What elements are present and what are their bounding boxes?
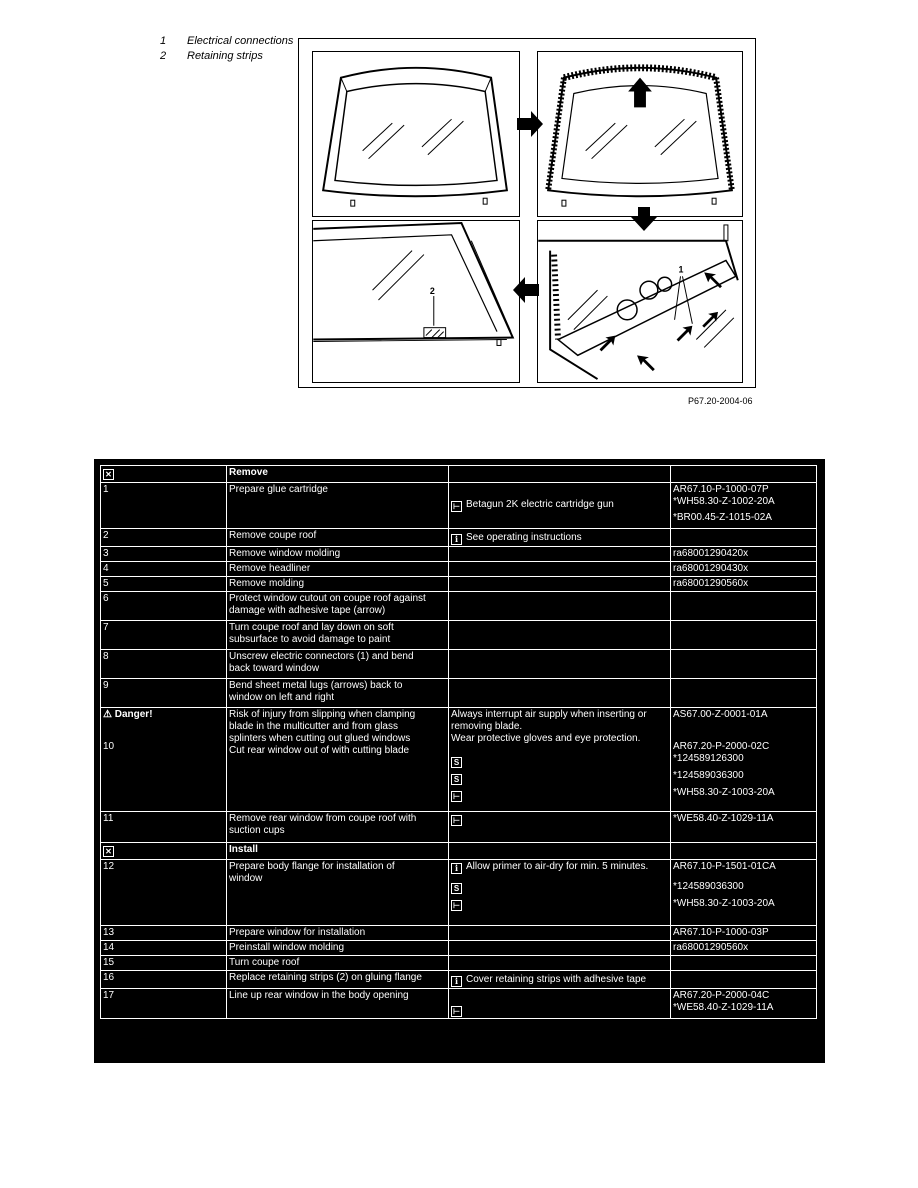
- document-reference-link[interactable]: AR67.10-P-1000-03P: [671, 926, 817, 941]
- figure-caption: P67.20-2004-06: [688, 396, 753, 406]
- document-reference-link[interactable]: AS67.00-Z-0001-01A: [673, 709, 768, 720]
- special-tool-icon: S: [451, 774, 462, 785]
- procedure-table-frame: [94, 459, 825, 1063]
- wrench-icon: ✕: [103, 469, 114, 480]
- special-tool-icon: S: [451, 883, 462, 894]
- table-row: 14 Preinstall window molding ra68001290560x: [101, 941, 817, 956]
- table-row: 6 Protect window cutout on coupe roof against damage with adhesive tape (arrow): [101, 592, 817, 621]
- table-row: 13 Prepare window for installation AR67.10-P-1000-03P: [101, 926, 817, 941]
- table-row: ⚠ Danger! 10 Risk of injury from slipping when clamping blade in the multicutter and from glass splinters when cutting out glued windows Cut rear window out of with cutting blade Always interrupt air supply when inserting or removing blade. Wear protective gloves and eye protection. S S ⊢ AS67.00-Z-0001-01A AR67.20-P-2000-02C *124589126300 *124589036300 *WH58.30-Z-1003-20A: [101, 708, 817, 812]
- connectors-drawing: [538, 221, 742, 382]
- info-icon: i: [451, 534, 462, 545]
- table-row: 2 Remove coupe roof i See operating instructions: [101, 529, 817, 547]
- retaining-strip-drawing: [313, 221, 519, 382]
- special-tool-icon: S: [451, 757, 462, 768]
- arrow-left-icon: [511, 275, 541, 305]
- tool-icon: ⊢: [451, 900, 462, 911]
- procedure-table: [100, 465, 817, 1019]
- callout-2: 2: [429, 286, 435, 297]
- document-reference-link[interactable]: ra68001290560x: [671, 941, 817, 956]
- table-row: 16 Replace retaining strips (2) on gluing flange i Cover retaining strips with adhesive tape: [101, 971, 817, 989]
- table-row: 12 Prepare body flange for installation of window i Allow primer to air-dry for min. 5 minutes. S ⊢ AR67.10-P-1501-01CA *124589036300 *WH58.30-Z-1003-20A: [101, 860, 817, 926]
- procedure-illustration: [298, 38, 756, 388]
- molding-drawing: [538, 52, 742, 216]
- table-row: 7 Turn coupe roof and lay down on soft subsurface to avoid damage to paint: [101, 621, 817, 650]
- document-reference-link[interactable]: AR67.10-P-1501-01CA: [673, 861, 776, 872]
- document-reference-link[interactable]: ra68001290420x: [671, 547, 817, 562]
- document-reference-link[interactable]: AR67.20-P-2000-02C: [673, 741, 770, 752]
- roof-drawing: [313, 52, 519, 216]
- table-row: 17 Line up rear window in the body opening ⊢ AR67.20-P-2000-04C *WE58.40-Z-1029-11A: [101, 989, 817, 1019]
- table-row: 8 Unscrew electric connectors (1) and bend back toward window: [101, 650, 817, 679]
- legend-item: 1 Electrical connections: [160, 35, 294, 47]
- document-reference-link[interactable]: ra68001290430x: [671, 562, 817, 577]
- tool-icon: ⊢: [451, 815, 462, 826]
- table-row: 5 Remove molding ra68001290560x: [101, 577, 817, 592]
- section-remove-label: Remove: [227, 466, 449, 483]
- table-row: 15 Turn coupe roof: [101, 956, 817, 971]
- arrow-down-icon: [629, 205, 659, 233]
- illustration-panel-retaining-strip: [312, 220, 520, 383]
- illustration-panel-roof: [312, 51, 520, 217]
- arrow-right-icon: [515, 109, 545, 139]
- callout-1: 1: [678, 264, 684, 275]
- info-icon: i: [451, 863, 462, 874]
- info-icon: i: [451, 976, 462, 987]
- illustration-panel-molding: [537, 51, 743, 217]
- tool-icon: ⊢: [451, 501, 462, 512]
- table-row: 11 Remove rear window from coupe roof with suction cups ⊢ *WE58.40-Z-1029-11A: [101, 812, 817, 843]
- tool-icon: ⊢: [451, 791, 462, 802]
- document-reference-link[interactable]: AR67.20-P-2000-04C: [673, 990, 770, 1001]
- danger-label: ⚠ Danger!: [103, 709, 153, 720]
- document-reference-link[interactable]: AR67.10-P-1000-07P: [673, 484, 769, 495]
- table-row: 4 Remove headliner ra68001290430x: [101, 562, 817, 577]
- figure-legend: [160, 34, 293, 64]
- section-install-label: Install: [227, 843, 449, 860]
- legend-item: 2 Retaining strips: [160, 50, 263, 62]
- table-row: 1 Prepare glue cartridge ⊢ Betagun 2K electric cartridge gun AR67.10-P-1000-07P *WH58.30-Z-1002-20A *BR00.45-Z-1015-02A: [101, 483, 817, 529]
- table-row: 3 Remove window molding ra68001290420x: [101, 547, 817, 562]
- wrench-icon: ✕: [103, 846, 114, 857]
- table-row: 9 Bend sheet metal lugs (arrows) back to window on left and right: [101, 679, 817, 708]
- table-row-remove-header: [101, 466, 817, 483]
- warning-icon: ⚠: [103, 709, 112, 720]
- illustration-panel-connectors: [537, 220, 743, 383]
- table-row-install-header: [101, 843, 817, 860]
- document-reference-link[interactable]: ra68001290560x: [671, 577, 817, 592]
- tool-icon: ⊢: [451, 1006, 462, 1017]
